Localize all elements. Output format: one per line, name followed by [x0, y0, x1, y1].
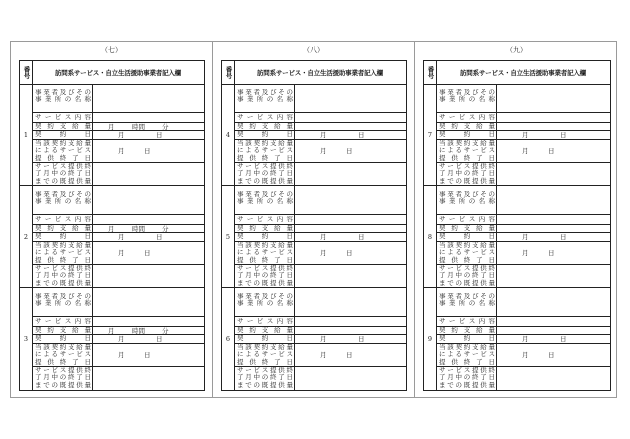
end-date-label: 当該契約支給量 によるサービス 提供終了日	[237, 242, 293, 264]
service-content-row[interactable]	[436, 113, 610, 123]
month-unit: 月	[320, 351, 327, 359]
entry-number: 8	[427, 233, 433, 241]
entry-block	[222, 84, 406, 186]
end-date-row[interactable]	[32, 344, 204, 367]
end-date-label: 当該契約支給量 によるサービス 提供終了日	[439, 344, 495, 366]
contract-amount-row[interactable]	[32, 225, 204, 233]
provider-name-label: 事業者及びその 事業所の名称	[237, 293, 293, 308]
provider-name-row[interactable]	[436, 186, 610, 215]
end-date-label: 当該契約支給量 によるサービス 提供終了日	[237, 140, 293, 162]
end-date-row[interactable]	[234, 242, 406, 265]
provided-amount-label: サービス提供終 了月中の終了日 までの既提供量	[35, 265, 91, 287]
month-unit: 月	[522, 249, 529, 257]
provided-amount-row[interactable]	[234, 265, 406, 288]
form-sheet	[10, 41, 617, 398]
contract-date-row[interactable]	[436, 233, 610, 242]
entry-block	[424, 288, 610, 390]
month-unit: 月	[320, 249, 327, 257]
provider-name-row[interactable]	[436, 84, 610, 113]
contract-date-row[interactable]	[436, 335, 610, 344]
end-date-row[interactable]	[436, 140, 610, 163]
provided-amount-row[interactable]	[32, 163, 204, 186]
day-unit: 日	[156, 131, 163, 139]
service-content-label: サービス内容	[237, 318, 293, 325]
form-panel	[213, 42, 414, 399]
contract-amount-row[interactable]	[436, 327, 610, 335]
number-column-header: 番号	[426, 66, 435, 79]
form-panel	[11, 42, 212, 399]
contract-amount-label: 契約支給量	[439, 327, 495, 334]
day-unit: 日	[156, 335, 163, 343]
provided-amount-label: サービス提供終 了月中の終了日 までの既提供量	[237, 367, 293, 389]
end-date-label: 当該契約支給量 によるサービス 提供終了日	[439, 140, 495, 162]
service-content-row[interactable]	[234, 215, 406, 225]
month-unit: 月	[522, 147, 529, 155]
contract-date-label: 契約日	[35, 233, 91, 240]
day-unit: 日	[548, 147, 555, 155]
provided-amount-row[interactable]	[32, 367, 204, 390]
provided-amount-label: サービス提供終 了月中の終了日 までの既提供量	[237, 163, 293, 185]
service-content-label: サービス内容	[35, 114, 91, 121]
contract-date-row[interactable]	[234, 335, 406, 344]
entry-number: 7	[427, 131, 433, 139]
form-header	[424, 61, 610, 85]
entry-block	[20, 288, 204, 390]
end-date-label: 当該契約支給量 によるサービス 提供終了日	[35, 242, 91, 264]
minutes-unit: 分	[162, 225, 169, 233]
contract-amount-row[interactable]	[32, 123, 204, 131]
entry-block	[20, 186, 204, 288]
provided-amount-row[interactable]	[32, 265, 204, 288]
provided-amount-row[interactable]	[234, 367, 406, 390]
minutes-unit: 分	[162, 327, 169, 335]
provider-name-row[interactable]	[32, 84, 204, 113]
service-content-label: サービス内容	[35, 216, 91, 223]
provider-name-label: 事業者及びその 事業所の名称	[439, 89, 495, 104]
day-unit: 日	[346, 147, 353, 155]
form-title: 訪問系サービス・自立生活援助事業者記入欄	[54, 69, 181, 77]
month-unit: 月	[108, 123, 115, 131]
month-unit: 月	[320, 233, 327, 241]
day-unit: 日	[358, 335, 365, 343]
day-unit: 日	[144, 351, 151, 359]
provider-name-label: 事業者及びその 事業所の名称	[237, 191, 293, 206]
entry-number: 2	[23, 233, 29, 241]
month-unit: 月	[320, 335, 327, 343]
service-content-label: サービス内容	[237, 216, 293, 223]
entry-number: 9	[427, 335, 433, 343]
provided-amount-label: サービス提供終 了月中の終了日 までの既提供量	[237, 265, 293, 287]
provider-form	[221, 60, 407, 391]
contract-date-row[interactable]	[234, 233, 406, 242]
end-date-label: 当該契約支給量 によるサービス 提供終了日	[35, 344, 91, 366]
entry-number: 5	[225, 233, 231, 241]
day-unit: 日	[548, 351, 555, 359]
service-content-row[interactable]	[436, 317, 610, 327]
hours-unit: 時間	[132, 327, 145, 335]
day-unit: 日	[346, 249, 353, 257]
form-title: 訪問系サービス・自立生活援助事業者記入欄	[256, 69, 383, 77]
contract-date-label: 契約日	[237, 233, 293, 240]
month-unit: 月	[118, 147, 125, 155]
month-unit: 月	[320, 147, 327, 155]
number-column-header: 番号	[22, 66, 31, 79]
number-column-header: 番号	[224, 66, 233, 79]
day-unit: 日	[144, 249, 151, 257]
service-content-row[interactable]	[234, 317, 406, 327]
entry-block	[20, 84, 204, 186]
provided-amount-row[interactable]	[436, 163, 610, 186]
day-unit: 日	[358, 131, 365, 139]
contract-amount-label: 契約支給量	[237, 327, 293, 334]
form-title: 訪問系サービス・自立生活援助事業者記入欄	[459, 69, 586, 77]
entry-block	[222, 288, 406, 390]
entry-block	[222, 186, 406, 288]
entry-number: 6	[225, 335, 231, 343]
contract-date-label: 契約日	[237, 335, 293, 342]
contract-amount-label: 契約支給量	[35, 327, 91, 334]
contract-date-row[interactable]	[32, 131, 204, 140]
month-unit: 月	[108, 327, 115, 335]
provided-amount-label: サービス提供終 了月中の終了日 までの既提供量	[35, 367, 91, 389]
contract-amount-row[interactable]	[436, 225, 610, 233]
month-unit: 月	[108, 225, 115, 233]
end-date-row[interactable]	[234, 140, 406, 163]
day-unit: 日	[156, 233, 163, 241]
provided-amount-label: サービス提供終 了月中の終了日 までの既提供量	[35, 163, 91, 185]
day-unit: 日	[560, 233, 567, 241]
entry-block	[424, 186, 610, 288]
provider-name-label: 事業者及びその 事業所の名称	[439, 293, 495, 308]
provided-amount-row[interactable]	[436, 265, 610, 288]
end-date-label: 当該契約支給量 によるサービス 提供終了日	[439, 242, 495, 264]
end-date-row[interactable]	[32, 140, 204, 163]
service-content-label: サービス内容	[439, 318, 495, 325]
service-content-row[interactable]	[436, 215, 610, 225]
service-content-row[interactable]	[32, 317, 204, 327]
contract-date-row[interactable]	[32, 335, 204, 344]
provider-name-row[interactable]	[32, 186, 204, 215]
month-unit: 月	[522, 131, 529, 139]
month-unit: 月	[118, 249, 125, 257]
service-content-row[interactable]	[234, 113, 406, 123]
contract-date-label: 契約日	[35, 335, 91, 342]
contract-date-row[interactable]	[234, 131, 406, 140]
end-date-label: 当該契約支給量 によるサービス 提供終了日	[237, 344, 293, 366]
day-unit: 日	[346, 351, 353, 359]
contract-amount-label: 契約支給量	[439, 123, 495, 130]
month-unit: 月	[320, 131, 327, 139]
form-panel	[415, 42, 618, 399]
contract-date-row[interactable]	[436, 131, 610, 140]
entry-number: 3	[23, 335, 29, 343]
hours-unit: 時間	[132, 225, 145, 233]
contract-date-label: 契約日	[439, 131, 495, 138]
end-date-row[interactable]	[32, 242, 204, 265]
month-unit: 月	[118, 351, 125, 359]
provided-amount-label: サービス提供終 了月中の終了日 までの既提供量	[439, 367, 495, 389]
month-unit: 月	[118, 335, 125, 343]
service-content-row[interactable]	[32, 215, 204, 225]
service-content-label: サービス内容	[35, 318, 91, 325]
provided-amount-label: サービス提供終 了月中の終了日 までの既提供量	[439, 265, 495, 287]
contract-amount-label: 契約支給量	[35, 225, 91, 232]
month-unit: 月	[522, 335, 529, 343]
day-unit: 日	[548, 249, 555, 257]
provider-name-label: 事業者及びその 事業所の名称	[237, 89, 293, 104]
provided-amount-row[interactable]	[234, 163, 406, 186]
panel-label: （八）	[303, 46, 324, 54]
provider-form	[19, 60, 205, 391]
contract-amount-label: 契約支給量	[35, 123, 91, 130]
provider-name-label: 事業者及びその 事業所の名称	[35, 89, 91, 104]
contract-amount-row[interactable]	[234, 225, 406, 233]
day-unit: 日	[560, 335, 567, 343]
provider-name-label: 事業者及びその 事業所の名称	[35, 191, 91, 206]
form-header	[222, 61, 406, 85]
minutes-unit: 分	[162, 123, 169, 131]
contract-date-label: 契約日	[35, 131, 91, 138]
provider-form	[423, 60, 611, 391]
provider-name-row[interactable]	[234, 84, 406, 113]
end-date-label: 当該契約支給量 によるサービス 提供終了日	[35, 140, 91, 162]
panel-label: （九）	[506, 46, 527, 54]
day-unit: 日	[560, 131, 567, 139]
panel-label: （七）	[101, 46, 122, 54]
form-header	[20, 61, 204, 85]
contract-date-row[interactable]	[32, 233, 204, 242]
month-unit: 月	[522, 351, 529, 359]
entry-number: 1	[23, 131, 29, 139]
provider-name-label: 事業者及びその 事業所の名称	[35, 293, 91, 308]
month-unit: 月	[118, 131, 125, 139]
month-unit: 月	[522, 233, 529, 241]
entry-block	[424, 84, 610, 186]
service-content-label: サービス内容	[237, 114, 293, 121]
provider-name-label: 事業者及びその 事業所の名称	[439, 191, 495, 206]
contract-amount-label: 契約支給量	[237, 123, 293, 130]
provided-amount-label: サービス提供終 了月中の終了日 までの既提供量	[439, 163, 495, 185]
contract-date-label: 契約日	[439, 233, 495, 240]
contract-amount-label: 契約支給量	[237, 225, 293, 232]
month-unit: 月	[118, 233, 125, 241]
contract-date-label: 契約日	[439, 335, 495, 342]
service-content-label: サービス内容	[439, 114, 495, 121]
provider-name-row[interactable]	[234, 288, 406, 317]
contract-amount-label: 契約支給量	[439, 225, 495, 232]
hours-unit: 時間	[132, 123, 145, 131]
end-date-row[interactable]	[436, 344, 610, 367]
provider-name-row[interactable]	[436, 288, 610, 317]
contract-amount-row[interactable]	[234, 123, 406, 131]
service-content-row[interactable]	[32, 113, 204, 123]
end-date-row[interactable]	[436, 242, 610, 265]
day-unit: 日	[144, 147, 151, 155]
contract-amount-row[interactable]	[234, 327, 406, 335]
contract-amount-row[interactable]	[436, 123, 610, 131]
provided-amount-row[interactable]	[436, 367, 610, 390]
contract-date-label: 契約日	[237, 131, 293, 138]
provider-name-row[interactable]	[234, 186, 406, 215]
provider-name-row[interactable]	[32, 288, 204, 317]
contract-amount-row[interactable]	[32, 327, 204, 335]
entry-number: 4	[225, 131, 231, 139]
day-unit: 日	[358, 233, 365, 241]
service-content-label: サービス内容	[439, 216, 495, 223]
end-date-row[interactable]	[234, 344, 406, 367]
